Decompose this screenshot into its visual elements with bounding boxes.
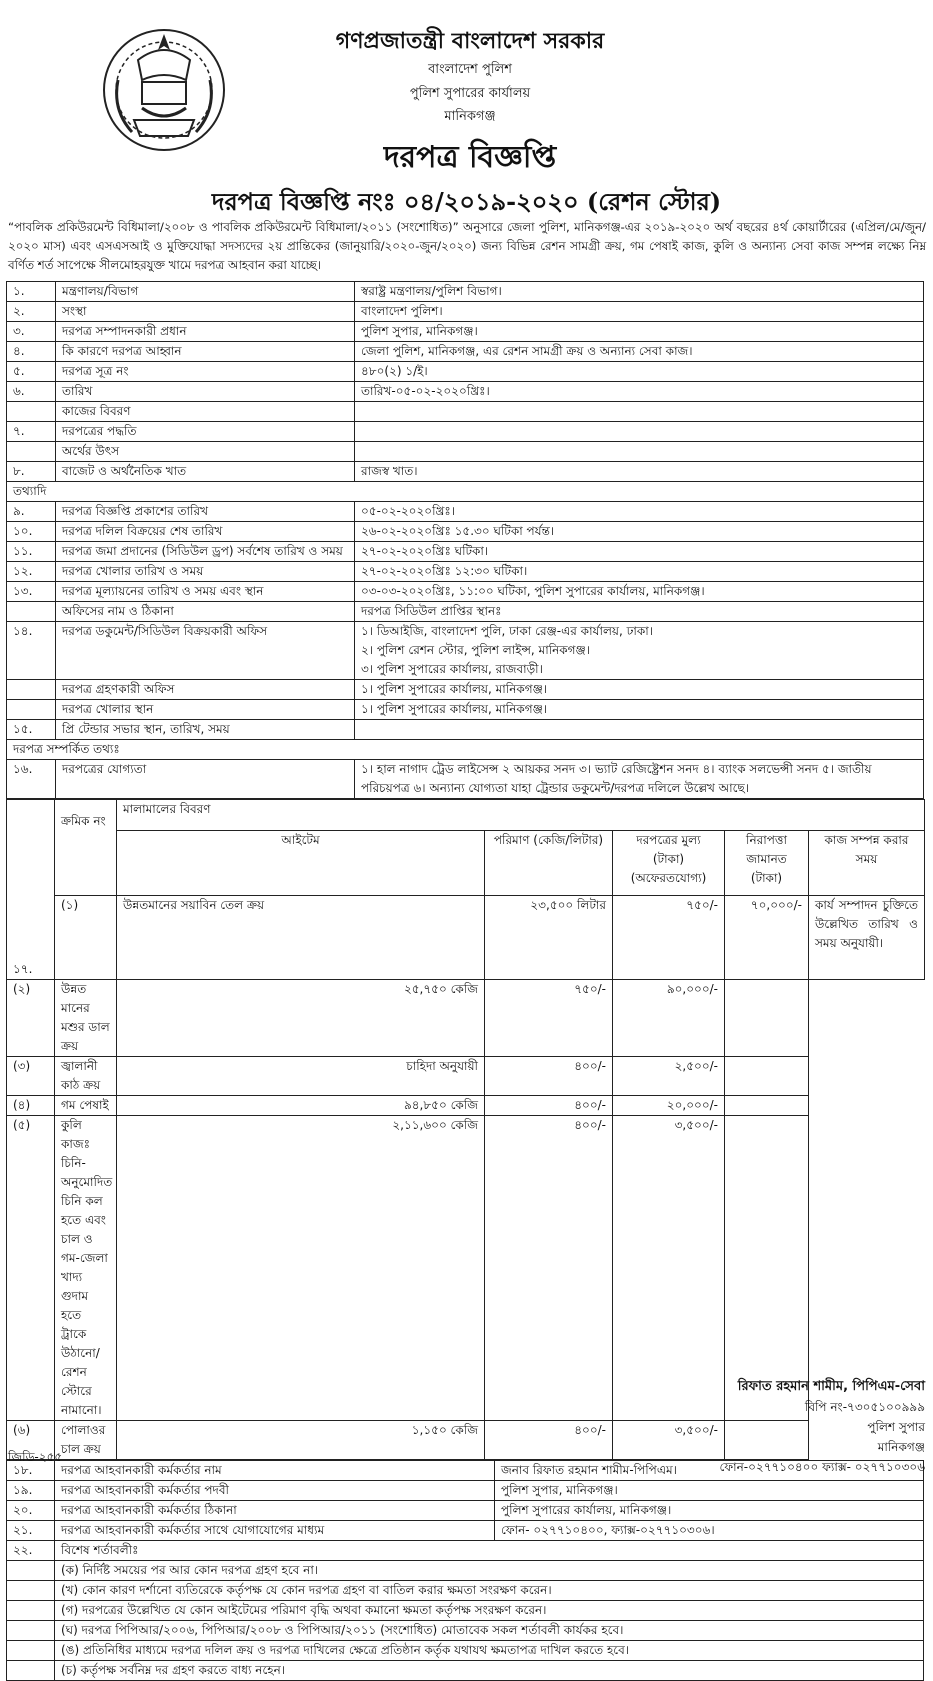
condition-text: (ঘ) দরপত্র পিপিআর/২০০৬, পিপিআর/২০০৮ ও পিপিআর/২০১১ (সংশোধিত) মোতাবেক সকল শর্তাবলী কার্যকর হবে। [55,1621,924,1641]
row-number: ৩. [7,322,56,342]
row-number: ১০. [7,522,56,542]
row-label: দরপত্র দলিল বিক্রয়ের শেষ তারিখ [56,522,355,542]
row-number [7,700,56,720]
row-value [355,720,924,740]
row-label: কাজের বিবরণ [56,402,355,422]
condition-row [7,1561,924,1581]
row-label: দরপত্র সূত্র নং [56,362,355,382]
row-label: দরপত্র খোলার স্থান [56,700,355,720]
row-value: পুলিশ সুপারের কার্যালয়, মানিকগঞ্জ। [495,1501,924,1521]
item-security: ৩,৫০০/- [613,1421,725,1460]
signatory-bp: বিপি নং-৭৩০৫১০০৯৯৯ [804,1400,925,1414]
row-value: ১। পুলিশ সুপারের কার্যালয়, মানিকগঞ্জ। [355,680,924,700]
item-security: ৯০,০০০/- [613,980,725,1057]
row-value: ২৭-০২-২০২০খ্রিঃ ঘটিকা। [355,542,924,562]
item-qty: ২৫,৭৫০ কেজি [117,980,485,1057]
table-row [7,462,924,482]
row-value: ২৬-০২-২০২০খ্রিঃ ১৫.৩০ ঘটিকা পর্যন্ত। [355,522,924,542]
condition-text: (ক) নির্দিষ্ট সময়ের পর আর কোন দরপত্র গ্রহণ হবে না। [55,1561,924,1581]
row-label: তারিখ [56,382,355,402]
row-value: ০৫-০২-২০২০খ্রিঃ। [355,502,924,522]
row-number: ১. [7,282,56,302]
row-value [355,402,924,422]
table-row [7,342,924,362]
row-label: প্রি টেন্ডার সভার স্থান, তারিখ, সময় [56,720,355,740]
item-qty: ১,১৫০ কেজি [117,1421,485,1460]
item-price: ৪০০/- [485,1116,613,1421]
table-row [7,602,924,622]
item-time-cell [725,980,809,1057]
row-number: ৪. [7,342,56,362]
row-value: ২৭-০২-২০২০খ্রিঃ ১২:৩০ ঘটিকা। [355,562,924,582]
item-security: ৭০,০০০/- [725,896,809,980]
item-qty: ২৩,৫০০ লিটার [485,896,613,980]
officer-table [6,1460,924,1681]
section-info-label: তথ্যাদি [7,482,924,502]
row-number: ৭. [7,422,56,442]
item-security: ২,৫০০/- [613,1057,725,1096]
item-time-cell [725,1057,809,1096]
item-row [7,1096,925,1116]
item-row [7,1116,925,1421]
row-number: ৬. [7,382,56,402]
row-number [7,602,56,622]
row-number: ১১. [7,542,56,562]
row-number: ১২. [7,562,56,582]
row-value: তারিখ-০৫-০২-২০২০খ্রিঃ। [355,382,924,402]
row-value: পুলিশ সুপার, মানিকগঞ্জ। [355,322,924,342]
row-number [7,402,56,422]
row-value [355,442,924,462]
item-time-cell [725,1116,809,1421]
item-row [7,1057,925,1096]
condition-text: (খ) কোন কারণ দর্শানো ব্যতিরেকে কর্তৃপক্ষ যে কোন দরপত্র গ্রহণ বা বাতিল করার ক্ষমতা সংরক্ষণ করেন। [55,1581,924,1601]
table-row [7,522,924,542]
government-name: গণপ্রজাতন্ত্রী বাংলাদেশ সরকার [335,28,605,54]
item-name: কুলি কাজঃ চিনি-অনুমোদিত চিনি কল হতে এবং চাল ও গম-জেলা খাদ্য গুদাম হতে ট্রাকে উঠানো/রেশন স্টোরে নামানো। [55,1116,117,1421]
details-table [6,281,924,799]
condition-row [7,1601,924,1621]
table-row [7,382,924,402]
row-label: দরপত্র আহবানকারী কর্মকর্তার ঠিকানা [55,1501,495,1521]
security-col-header: নিরাপত্তা জামানত (টাকা) [725,831,809,896]
row-value: ৪৮০(২) ১/ই। [355,362,924,382]
condition-row [7,1661,924,1681]
row-number: ২০. [7,1501,55,1521]
row-label: অর্থের উৎস [56,442,355,462]
row-label: দরপত্র বিজ্ঞপ্তি প্রকাশের তারিখ [56,502,355,522]
table-row [7,562,924,582]
bangladesh-police-emblem-icon [98,20,230,158]
row-label: দরপত্র সম্পাদনকারী প্রধান [56,322,355,342]
item-serial: (৪) [7,1096,55,1116]
row-value: জেলা পুলিশ, মানিকগঞ্জ, এর রেশন সামগ্রী ক্রয় ও অন্যান্য সেবা কাজ। [355,342,924,362]
item-qty: চাহিদা অনুযায়ী [117,1057,485,1096]
row-number: ১৯. [7,1481,55,1501]
row-value: দরপত্র সিডিউল প্রাপ্তির স্থানঃ [355,602,924,622]
tender-number: দরপত্র বিজ্ঞপ্তি নংঃ ০৪/২০১৯-২০২০ (রেশন স্টোর) [211,187,722,216]
sales-office-list: ১। ডিআইজি, বাংলাদেশ পুলি, ঢাকা রেঞ্জ-এর কার্যালয়, ঢাকা। ২। পুলিশ রেশন স্টোর, পুলিশ লাইন্স, মানিকগঞ্জ। ৩। পুলিশ সুপারের কার্যালয়, রাজবাড়ী। [355,622,924,680]
row-number [7,442,56,462]
condition-row [7,1581,924,1601]
row-label: সংস্থা [56,302,355,322]
time-col-header: কাজ সম্পন্ন করার সময় [809,831,925,896]
item-serial: (২) [7,980,55,1057]
row-value [355,422,924,442]
row-value: পুলিশ সুপার, মানিকগঞ্জ। [495,1481,924,1501]
row-label: বাজেট ও অর্থনৈতিক খাত [56,462,355,482]
office-name: পুলিশ সুপারের কার্যালয় [409,86,531,101]
table-row-14: ১৪. দরপত্র ডকুমেন্ট/সিডিউল বিক্রয়কারী অফিস ১। ডিআইজি, বাংলাদেশ পুলি, ঢাকা রেঞ্জ-এর কার্যালয়, ঢাকা। ২। পুলিশ রেশন স্টোর, পুলিশ লাইন্স, মানিকগঞ্জ। ৩। পুলিশ সুপারের কার্যালয়, রাজবাড়ী। [7,622,924,680]
item-serial: (৩) [7,1057,55,1096]
row-value: স্বরাষ্ট্র মন্ত্রণালয়/পুলিশ বিভাগ। [355,282,924,302]
row-number: ৮. [7,462,56,482]
item-price: ৪০০/- [485,1057,613,1096]
price-col-header: দরপত্রের মুল্য (টাকা) (অফেরতযোগ্য) [613,831,725,896]
item-serial: (৬) [7,1421,55,1460]
row-value: জনাব রিফাত রহমান শামীম-পিপিএম। [495,1461,924,1481]
row-label: দরপত্র আহবানকারী কর্মকর্তার নাম [55,1461,495,1481]
table-row [7,582,924,602]
department-name: বাংলাদেশ পুলিশ [428,62,512,77]
item-row [7,980,925,1057]
item-price: ৪০০/- [485,1096,613,1116]
item-name: গম পেষাই [55,1096,117,1116]
row-label: দরপত্র খোলার তারিখ ও সময় [56,562,355,582]
gd-number: জিডি-২৫৫ [8,1450,63,1464]
serial-header: ক্রমিক নং [55,800,117,896]
description-header: মালামালের বিবরণ [117,800,925,831]
condition-row [7,1641,924,1661]
table-row [7,302,924,322]
row-value: ফোন- ০২৭৭১০৪০০, ফ্যাক্স-০২৭৭১০৩০৬। [495,1521,924,1541]
item-name: উন্নত মানের মশুর ডাল ক্রয় [55,980,117,1057]
item-name: পোলাওর চাল ক্রয় [55,1421,117,1460]
table-row [7,322,924,342]
row-value: বাংলাদেশ পুলিশ। [355,302,924,322]
table-row [7,402,924,422]
items-table [6,799,925,1460]
row-value: রাজস্ব খাত। [355,462,924,482]
table-row [7,1501,924,1521]
row-value: ১। পুলিশ সুপারের কার্যালয়, মানিকগঞ্জ। [355,700,924,720]
condition-text: (গ) দরপত্রের উল্লেখিত যে কোন আইটেমের পরিমাণ বৃদ্ধি অথবা কমানো ক্ষমতা কর্তৃপক্ষ সংরক্ষণ করেন। [55,1601,924,1621]
row-number: ১৮. [7,1461,55,1481]
item-name: উন্নতমানের সয়াবিন তেল ক্রয় [117,896,485,980]
row-label: দরপত্র জমা প্রদানের (সিডিউল ড্রপ) সর্বশেষ তারিখ ও সময় [56,542,355,562]
intro-paragraph: “পাবলিক প্রকিউরমেন্ট বিধিমালা/২০০৮ ও পাবলিক প্রকিউরমেন্ট বিধিমালা/২০১১ (সংশোধিত)” অনুসারে জেলা পুলিশ, মানিকগঞ্জ-এর ২০১৯-২০২০ অর্থ বছরের ৪র্থ কোয়ার্টারের (এপ্রিল/মে/জুন/২০২০ মাস) এবং এসএসআই ও মুক্তিযোদ্ধা সদস্যদের ২য় প্রান্তিকের (জানুয়ারি/২০২০-জুন/২০২০) জন্য বিভিন্ন রেশন সামগ্রী ক্রয়, গম পেষাই কাজ, কুলি ও অন্যান্য সেবা কাজ সম্পন্ন লক্ষ্যে নিম্ন বর্ণিত শর্ত সাপেক্ষে সীলমোহরযুক্ত খামে দরপত্র আহবান করা যাচ্ছে। [8,220,926,272]
table-row [7,362,924,382]
item-qty: ৯৪,৮৫০ কেজি [117,1096,485,1116]
item-qty: ২,১১,৬০০ কেজি [117,1116,485,1421]
item-security: ৩,৫০০/- [613,1116,725,1421]
row-label: মন্ত্রণালয়/বিভাগ [56,282,355,302]
table-row [7,700,924,720]
section-related-label: দরপত্র সম্পর্কিত তথ্যঃ [7,740,924,760]
row-value: ০৩-০৩-২০২০খ্রিঃ, ১১:০০ ঘটিকা, পুলিশ সুপারের কার্যালয়, মানিকগঞ্জ। [355,582,924,602]
condition-row [7,1621,924,1641]
table-row [7,720,924,740]
table-row [7,680,924,700]
district-name: মানিকগঞ্জ [444,109,496,124]
row-number: ২. [7,302,56,322]
table-row [7,442,924,462]
table-row [7,542,924,562]
signatory-place: মানিকগঞ্জ [877,1440,925,1454]
row-label: দরপত্রের পদ্ধতি [56,422,355,442]
table-row-22: ২২. বিশেষ শর্তাবলীঃ [7,1541,924,1561]
item-serial: (৫) [7,1116,55,1421]
item-price: ৭৫০/- [485,980,613,1057]
row-label: কি কারণে দরপত্র আহ্বান [56,342,355,362]
row-number: ৯. [7,502,56,522]
signatory-name: রিফাত রহমান শামীম, পিপিএম-সেবা [737,1379,925,1394]
condition-text: (চ) কর্তৃপক্ষ সর্বনিম্ন দর গ্রহণ করতে বাধ্য নহেন। [55,1661,924,1681]
row-label: দরপত্র গ্রহণকারী অফিস [56,680,355,700]
row-number [7,680,56,700]
table-row [7,282,924,302]
signature-block [625,1377,925,1477]
table-row [7,422,924,442]
row-label: দরপত্র আহবানকারী কর্মকর্তার সাথে যোগাযোগের মাধ্যম [55,1521,495,1541]
row-number: ১৫. [7,720,56,740]
row-number: ৫. [7,362,56,382]
completion-time: কার্য সম্পাদন চুক্তিতে উল্লেখিত তারিখ ও সময় অনুযায়ী। [809,896,925,980]
item-price: ৭৫০/- [613,896,725,980]
item-col-header: আইটেম [117,831,485,896]
table-row [7,502,924,522]
table-row [7,1481,924,1501]
notice-title: দরপত্র বিজ্ঞপ্তি [383,140,557,175]
signatory-contact: ফোন-০২৭৭১০৪০০ ফ্যাক্স- ০২৭৭১০৩০৬ [719,1460,925,1474]
row-label: অফিসের নাম ও ঠিকানা [56,602,355,622]
item-price: ৪০০/- [485,1421,613,1460]
item-time-cell [725,1096,809,1116]
qty-col-header: পরিমাণ (কেজি/লিটার) [485,831,613,896]
item-security: ২০,০০০/- [613,1096,725,1116]
item-name: জ্বালানী কাঠ ক্রয় [55,1057,117,1096]
row-label: দরপত্র আহবানকারী কর্মকর্তার পদবী [55,1481,495,1501]
row-label: দরপত্র মূল্যায়নের তারিখ ও সময় এবং স্থান [56,582,355,602]
signatory-designation: পুলিশ সুপার [867,1420,925,1434]
row17-number: ১৭. [7,800,55,980]
table-row [7,1521,924,1541]
row-number: ২১. [7,1521,55,1541]
row-number: ১৩. [7,582,56,602]
table-row-16: ১৬. দরপত্রের যোগ্যতা ১। হাল নাগাদ ট্রেড লাইসেন্স ২ আয়কর সনদ ৩। ভ্যাট রেজিষ্ট্রেশন সনদ ৪। ব্যাংক সলভেন্সী সনদ ৫। জাতীয় পরিচয়পত্র ৬। অন্যান্য যোগ্যতা যাহা ট্রেন্ডার ডকুমেন্ট/দরপত্র দলিলে উল্লেখ আছে। [7,760,924,799]
condition-text: (ঙ) প্রতিনিধির মাধ্যমে দরপত্র দলিল ক্রয় ও দরপত্র দাখিলের ক্ষেত্রে প্রতিষ্ঠান কর্তৃক যথাযথ ক্ষমতাপত্র দাখিল করতে হবে। [55,1641,924,1661]
item-serial: (১) [55,896,117,980]
